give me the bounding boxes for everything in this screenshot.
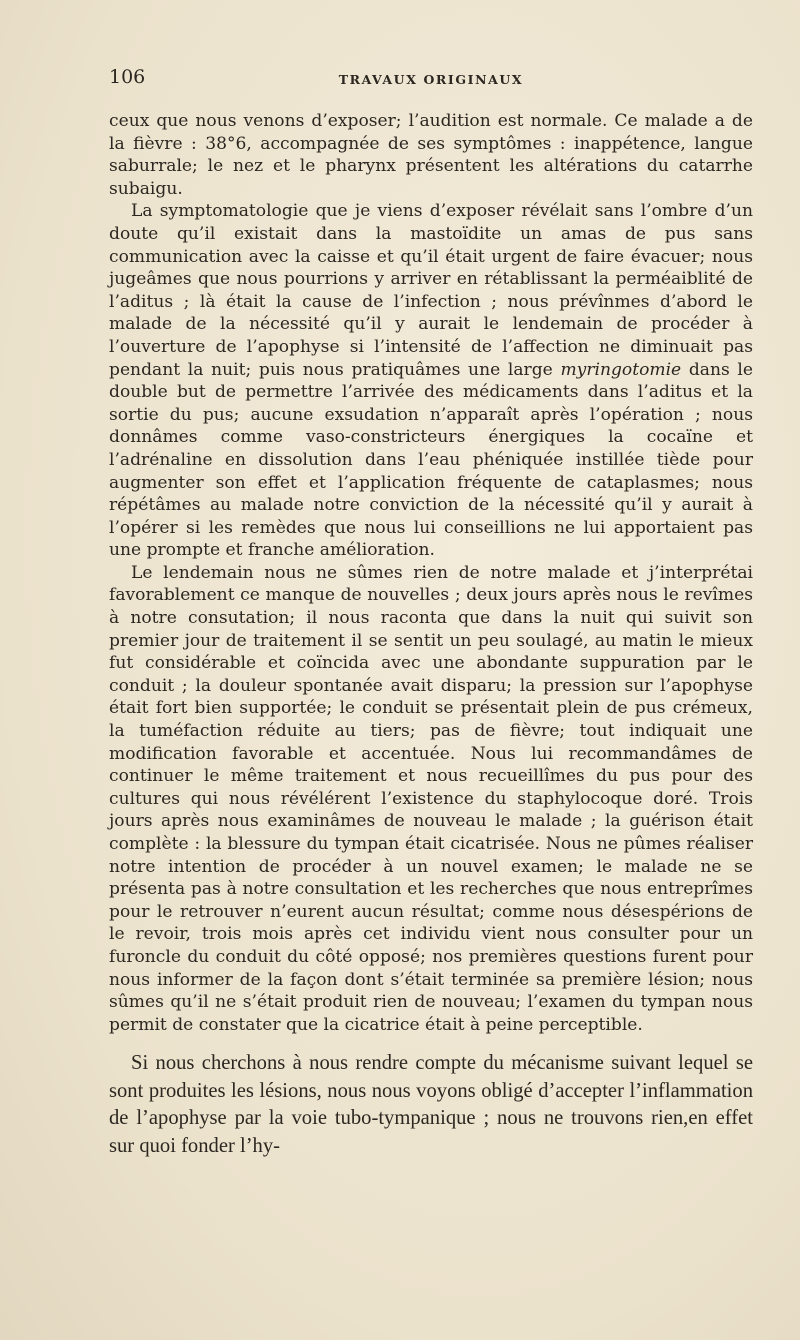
paragraph-followup: Le lendemain nous ne sûmes rien de notre malade et j’interprétai favorablement ce manque de nouvelles ; deux jours après nous le revîmes à notre consutation; il nous raconta que dans la nuit qui suivit son premier jour de traitement il se sentit un peu soulagé, au matin le mieux fut considérable et coïncida avec une abondante suppuration par le conduit ; la douleur spontanée avait disparu; la pression sur l’apophyse était fort bien supportée; le conduit se présentait plein de pus crémeux, la tuméfaction réduite au tiers; pas de fièvre; tout indiquait une modification favorable et accentuée. Nous lui recommandâmes de continuer le même traitement et nous recueillîmes du pus pour des cultures qui nous révélérent l’existence du staphylocoque doré. Trois jours après nous examinâmes de nouveau le malade ; la guérison était complète : la blessure du tympan était cicatrisée. Nous ne pûmes réaliser notre intention de procéder à un nouvel examen; le malade ne se présenta pas à notre consultation et les recherches que nous entreprîmes pour le retrouver n’eurent aucun résultat; comme nous désespérions de le revoir, trois mois après cet individu vient nous consulter pour un furoncle du conduit du côté opposé; nos premières questions furent pour nous informer de la façon dont s’était terminée sa première lésion; nous sûmes qu’il ne s’était produit rien de nouveau; l’examen du tympan nous permit de constater que la cicatrice était à peine perceptible. [109,562,753,1035]
paragraph-mechanism: Si nous cherchons à nous rendre compte du mécanisme suivant lequel se sont produites les lésions, nous nous voyons obligé d’accepter l’inflammation de l’apophyse par la voie tubo-tympanique ; nous ne trouvons rien,en effet sur quoi fonder l’hy- [109,1052,753,1157]
body-text [109,110,753,1160]
book-page [109,62,753,1160]
paragraph-continuation: ceux que nous venons d’exposer; l’audition est normale. Ce malade a de la fièvre : 38°6, accompagnée de ses symptômes : inappétence, langue saburrale; le nez et le pharynx présentent les altérations du catarrhe subaigu. [109,111,753,199]
italic-term: myringotomie [560,359,682,380]
paragraph-text: dans le double but de permettre l’arrivée des médicaments dans l’aditus et la sortie du pus; aucune exsudation n’apparaît après l’opération ; nous donnâmes comme vaso-constricteurs énergiques la cocaïne et l’adrénaline en dissolution dans l’eau phéniquée instillée tiède pour augmenter son effet et l’application fréquente de cataplasmes; nous répétâmes au malade notre conviction de la nécessité qu’il y aurait à l’opérer si les remèdes que nous lui conseillions ne lui apportaient pas une prompte et franche amélioration. [109,359,754,561]
running-head [109,62,753,102]
page-number: 106 [109,66,146,88]
paragraph-text: La symptomatologie que je viens d’exposer révélait sans l’ombre d’un doute qu’il existait dans la mastoïdite un amas de pus sans communication avec la caisse et qu’il était urgent de faire évacuer; nous jugeâmes que nous pourrions y arriver en rétablissant la perméaiblité de l’aditus ; là était la cause de l’infection ; nous prévînmes d’abord le malade de la nécessité qu’il y aurait le lendemain de procéder à l’ouverture de l’apophyse si l’intensité de l’affection ne diminuait pas pendant la nuit; puis nous pratiquâmes une large [109,201,753,380]
running-title: TRAVAUX ORIGINAUX [338,72,524,87]
paragraph-symptomatology [109,200,753,562]
